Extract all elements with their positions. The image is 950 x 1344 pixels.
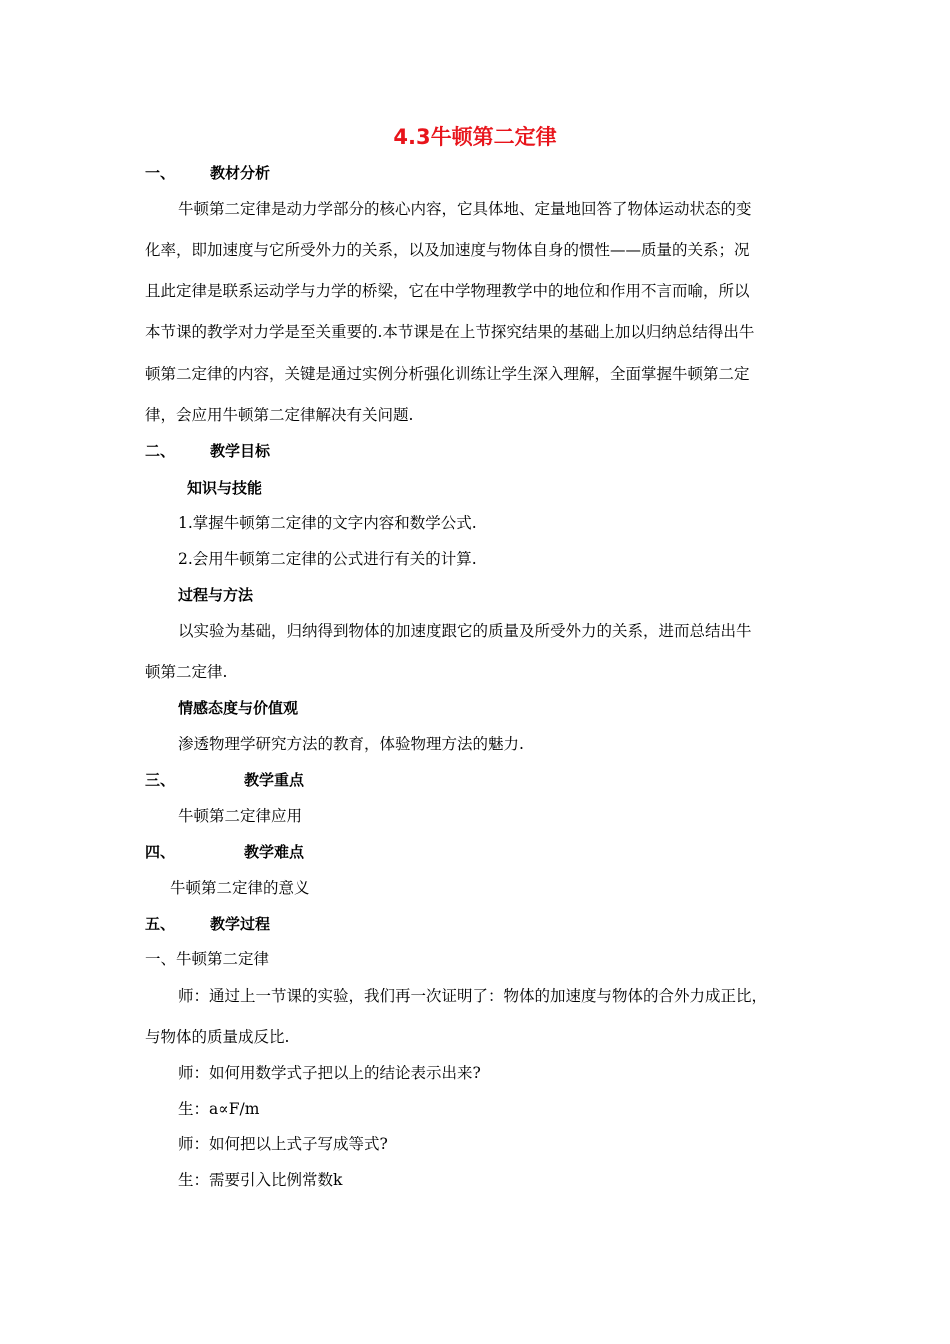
section-1-paragraph-line-3: 且此定律是联系运动学与力学的桥梁，它在中学物理教学中的地位和作用不言而喻，所以 bbox=[145, 282, 750, 300]
subheading-process-method: 过程与方法 bbox=[178, 586, 254, 604]
process-line-2: 顿第二定律. bbox=[145, 663, 228, 681]
section-5-heading: 教学过程 bbox=[210, 915, 271, 933]
section-1-paragraph-line-1: 牛顿第二定律是动力学部分的核心内容，它具体地、定量地回答了物体运动状态的变 bbox=[178, 200, 752, 218]
section-1-paragraph-line-2: 化率，即加速度与它所受外力的关系，以及加速度与物体自身的惯性——质量的关系；况 bbox=[145, 241, 750, 259]
subheading-emotion-values: 情感态度与价值观 bbox=[178, 699, 299, 717]
dialogue-line-5: 师：如何把以上式子写成等式? bbox=[178, 1135, 388, 1153]
emotion-line-1: 渗透物理学研究方法的教育，体验物理方法的魅力. bbox=[178, 735, 524, 753]
process-line-1: 以实验为基础，归纳得到物体的加速度跟它的质量及所受外力的关系，进而总结出牛 bbox=[178, 622, 752, 640]
section-2-heading: 教学目标 bbox=[210, 442, 271, 460]
dialogue-line-6: 生：需要引入比例常数k bbox=[178, 1171, 343, 1189]
section-2-number: 二、 bbox=[145, 442, 176, 460]
dialogue-line-3: 师：如何用数学式子把以上的结论表示出来? bbox=[178, 1064, 481, 1082]
section-1-paragraph-line-4: 本节课的教学对力学是至关重要的.本节课是在上节探究结果的基础上加以归纳总结得出牛 bbox=[145, 323, 755, 341]
objective-item-2: 2.会用牛顿第二定律的公式进行有关的计算. bbox=[178, 550, 477, 568]
subheading-knowledge-skills: 知识与技能 bbox=[187, 479, 263, 497]
dialogue-line-4: 生：a∝F/m bbox=[178, 1100, 260, 1118]
section-1-number: 一、 bbox=[145, 164, 176, 182]
section-1-paragraph-line-5: 顿第二定律的内容，关键是通过实例分析强化训练让学生深入理解，全面掌握牛顿第二定 bbox=[145, 365, 750, 383]
document-title: 4.3牛顿第二定律 bbox=[393, 125, 557, 149]
section-1-heading: 教材分析 bbox=[210, 164, 271, 182]
objective-item-1: 1.掌握牛顿第二定律的文字内容和数学公式. bbox=[178, 514, 477, 532]
section-3-text: 牛顿第二定律应用 bbox=[178, 807, 303, 825]
section-3-heading: 教学重点 bbox=[244, 771, 305, 789]
section-4-text: 牛顿第二定律的意义 bbox=[170, 879, 310, 897]
section-3-number: 三、 bbox=[145, 771, 176, 789]
dialogue-line-1: 师：通过上一节课的实验，我们再一次证明了：物体的加速度与物体的合外力成正比， bbox=[178, 987, 768, 1005]
section-4-number: 四、 bbox=[145, 843, 176, 861]
section-5-subheading: 一、牛顿第二定律 bbox=[145, 950, 270, 968]
dialogue-line-2: 与物体的质量成反比. bbox=[145, 1028, 290, 1046]
section-1-paragraph-line-6: 律，会应用牛顿第二定律解决有关问题. bbox=[145, 406, 414, 424]
section-4-heading: 教学难点 bbox=[244, 843, 305, 861]
section-5-number: 五、 bbox=[145, 915, 176, 933]
